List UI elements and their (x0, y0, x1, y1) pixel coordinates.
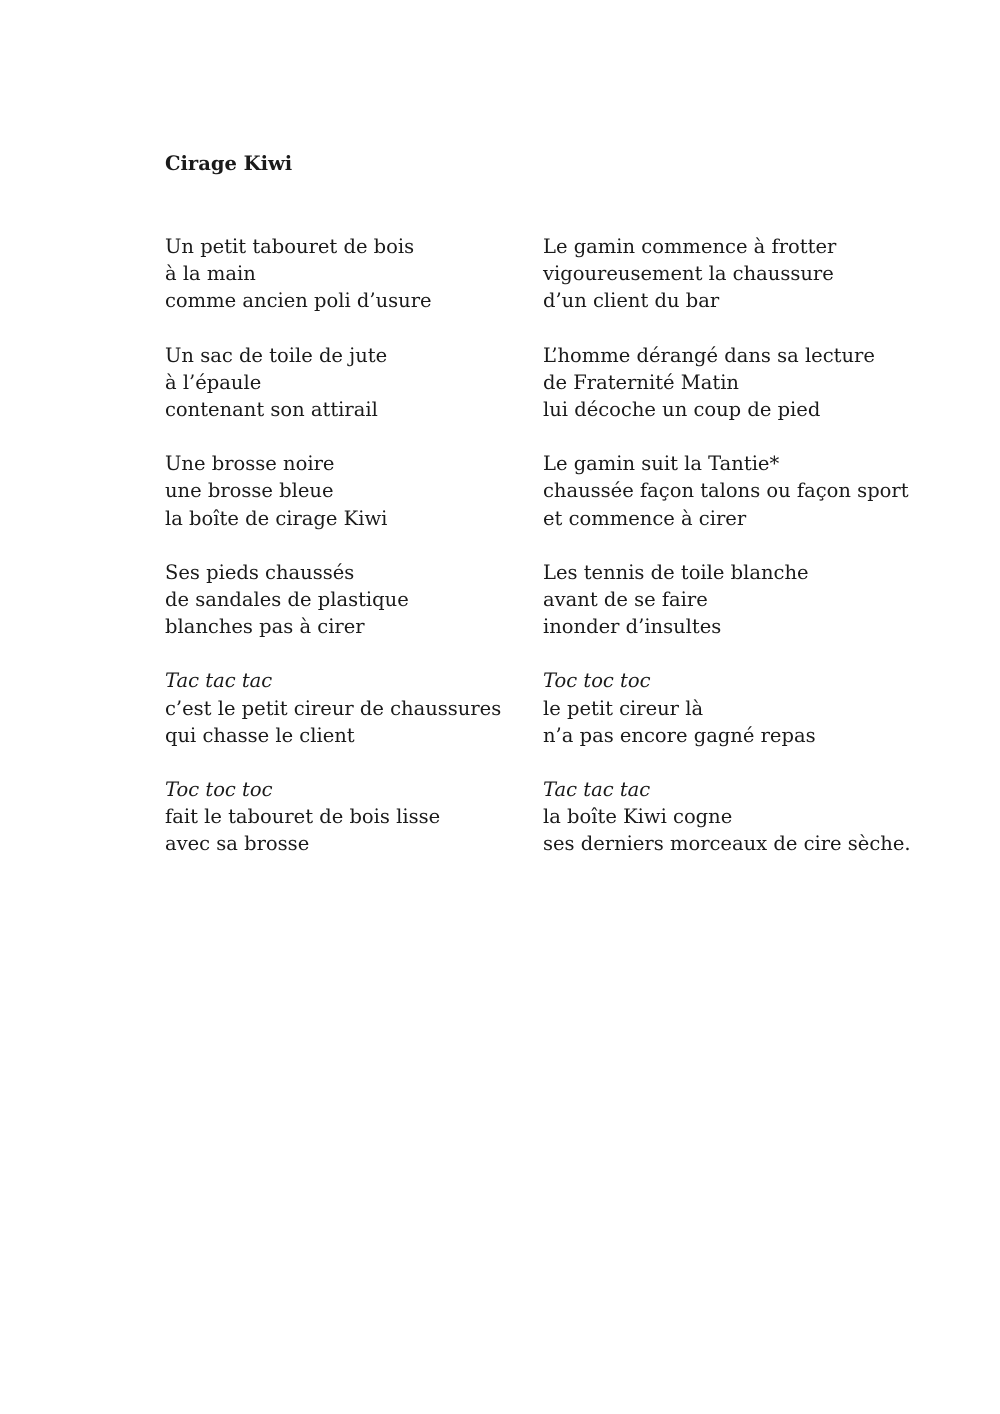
poem-line: à la main (165, 262, 256, 286)
poem-line: contenant son attirail (165, 398, 378, 422)
poem-line: Un sac de toile de jute (165, 343, 388, 367)
poem-line: c’est le petit cireur de chaussures (165, 696, 502, 720)
poem-title: Cirage Kiwi (165, 152, 293, 175)
poem-line: Un petit tabouret de bois (165, 235, 415, 258)
poem-line: avec sa brosse (165, 832, 310, 856)
poem-line: Les tennis de toile blanche (543, 560, 809, 584)
poem-line: d’un client du bar (543, 289, 720, 313)
poem-line: une brosse bleue (165, 479, 334, 503)
stanza (543, 667, 903, 749)
poem-line: de sandales de plastique (165, 588, 409, 612)
poem-line: ses derniers morceaux de cire sèche. (543, 832, 911, 856)
stanza (165, 776, 525, 858)
poem-line: inonder d’insultes (543, 615, 722, 639)
stanza (543, 559, 903, 641)
poem-right-column (543, 233, 911, 885)
poem-line: Le gamin suit la Tantie* (543, 452, 780, 476)
poem-line: comme ancien poli d’usure (165, 289, 432, 313)
poem-line: chaussée façon talons ou façon sport (543, 479, 909, 503)
stanza (165, 667, 525, 749)
stanza (165, 450, 525, 532)
poem-line: lui décoche un coup de pied (543, 398, 821, 422)
stanza (543, 450, 909, 532)
stanza (543, 776, 911, 858)
poem-line: avant de se faire (543, 588, 708, 612)
poem-line: fait le tabouret de bois lisse (165, 805, 441, 829)
poem-line: la boîte Kiwi cogne (543, 805, 733, 829)
poem-line: n’a pas encore gagné repas (543, 723, 816, 747)
poem-line: L’homme dérangé dans sa lecture (543, 343, 875, 367)
poem-line: Tac tac tac (165, 669, 273, 693)
stanza (543, 233, 903, 315)
poem-line: le petit cireur là (543, 696, 704, 720)
poem-line: et commence à cirer (543, 506, 747, 530)
stanza (165, 559, 525, 641)
poem-line: Toc toc toc (543, 669, 651, 693)
stanza (165, 233, 525, 315)
poem-line: Ses pieds chaussés (165, 560, 355, 584)
poem-line: la boîte de cirage Kiwi (165, 506, 388, 530)
poem-line: à l’épaule (165, 370, 262, 394)
poem-line: Tac tac tac (543, 778, 651, 802)
poem-line: vigoureusement la chaussure (543, 262, 834, 286)
poem-line: Le gamin commence à frotter (543, 235, 837, 258)
poem-line: Toc toc toc (165, 778, 273, 802)
stanza (165, 342, 525, 424)
poem-line: Une brosse noire (165, 452, 335, 476)
poem-line: blanches pas à cirer (165, 615, 365, 639)
poem-left-column (165, 233, 525, 885)
poem-line: de Fraternité Matin (543, 370, 739, 394)
poem-line: qui chasse le client (165, 723, 355, 747)
stanza (543, 342, 903, 424)
